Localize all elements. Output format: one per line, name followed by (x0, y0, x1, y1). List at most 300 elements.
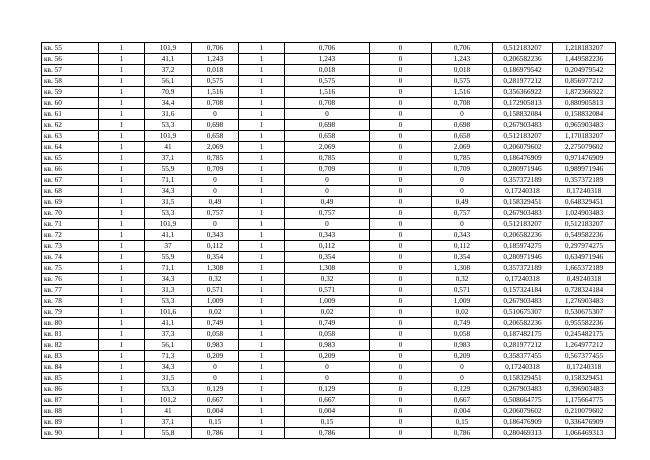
cell-consumption: 0,02 (192, 307, 239, 318)
table-row (42, 65, 616, 76)
cell-apartment-label: кв. 89 (42, 417, 99, 428)
table-row (42, 98, 616, 109)
cell-area: 31,3 (145, 285, 192, 296)
cell-total-volume: 0,17240318 (553, 186, 616, 197)
cell-consumption: 0,757 (192, 208, 239, 219)
cell-area: 101,9 (145, 43, 192, 54)
cell-individual-volume: 0,785 (285, 153, 370, 164)
cell-apartment-label: кв. 68 (42, 186, 99, 197)
cell-total-volume: 1,175664775 (553, 395, 616, 406)
cell-consumption: 0 (192, 186, 239, 197)
cell-consumption: 0,667 (192, 395, 239, 406)
cell-total-volume: 0,245482175 (553, 329, 616, 340)
cell-apartment-label: кв. 70 (42, 208, 99, 219)
table-row (42, 164, 616, 175)
cell-area: 41,1 (145, 54, 192, 65)
cell-col-count: 1 (99, 87, 145, 98)
cell-individual-volume: 1,009 (285, 296, 370, 307)
cell-col-count: 1 (99, 263, 145, 274)
cell-coefficient: 1 (239, 175, 285, 186)
cell-total-individual: 1,243 (432, 54, 493, 65)
table-row (42, 76, 616, 87)
cell-apartment-label: кв. 82 (42, 340, 99, 351)
cell-correction: 0 (370, 252, 432, 263)
cell-common-share: 0,280469313 (493, 428, 553, 439)
cell-individual-volume: 0,575 (285, 76, 370, 87)
cell-col-count: 1 (99, 175, 145, 186)
cell-correction: 0 (370, 175, 432, 186)
table-row (42, 252, 616, 263)
cell-col-count: 1 (99, 164, 145, 175)
cell-area: 70,9 (145, 87, 192, 98)
cell-area: 53,3 (145, 208, 192, 219)
cell-area: 101,6 (145, 307, 192, 318)
cell-total-volume: 0,336476909 (553, 417, 616, 428)
cell-coefficient: 1 (239, 263, 285, 274)
cell-consumption: 0 (192, 219, 239, 230)
cell-total-volume: 1,872366922 (553, 87, 616, 98)
cell-common-share: 0,206079602 (493, 142, 553, 153)
cell-individual-volume: 0 (285, 373, 370, 384)
cell-col-count: 1 (99, 197, 145, 208)
cell-col-count: 1 (99, 307, 145, 318)
table-row (42, 395, 616, 406)
cell-coefficient: 1 (239, 252, 285, 263)
cell-coefficient: 1 (239, 54, 285, 65)
cell-correction: 0 (370, 417, 432, 428)
table-row (42, 186, 616, 197)
cell-area: 34,4 (145, 98, 192, 109)
table-row (42, 208, 616, 219)
cell-apartment-label: кв. 87 (42, 395, 99, 406)
cell-common-share: 0,281977212 (493, 76, 553, 87)
cell-total-volume: 0,49240318 (553, 274, 616, 285)
cell-common-share: 0,157324184 (493, 285, 553, 296)
cell-apartment-label: кв. 67 (42, 175, 99, 186)
cell-individual-volume: 1,243 (285, 54, 370, 65)
cell-area: 56,1 (145, 340, 192, 351)
cell-individual-volume: 0,018 (285, 65, 370, 76)
cell-total-volume: 1,264977212 (553, 340, 616, 351)
cell-consumption: 0,058 (192, 329, 239, 340)
cell-area: 34,3 (145, 186, 192, 197)
cell-individual-volume: 0,354 (285, 252, 370, 263)
cell-apartment-label: кв. 85 (42, 373, 99, 384)
cell-area: 55,8 (145, 428, 192, 439)
cell-total-individual: 0,209 (432, 351, 493, 362)
cell-coefficient: 1 (239, 208, 285, 219)
cell-total-individual: 0,343 (432, 230, 493, 241)
cell-correction: 0 (370, 428, 432, 439)
cell-individual-volume: 0,658 (285, 131, 370, 142)
cell-col-count: 1 (99, 120, 145, 131)
cell-total-individual: 1,009 (432, 296, 493, 307)
table-row (42, 274, 616, 285)
cell-coefficient: 1 (239, 384, 285, 395)
cell-apartment-label: кв. 80 (42, 318, 99, 329)
cell-correction: 0 (370, 296, 432, 307)
table-row (42, 285, 616, 296)
cell-consumption: 1,308 (192, 263, 239, 274)
cell-individual-volume: 1,308 (285, 263, 370, 274)
cell-individual-volume: 0,709 (285, 164, 370, 175)
cell-common-share: 0,357372189 (493, 175, 553, 186)
cell-coefficient: 1 (239, 428, 285, 439)
cell-total-volume: 1,024903483 (553, 208, 616, 219)
cell-apartment-label: кв. 56 (42, 54, 99, 65)
cell-area: 41,1 (145, 318, 192, 329)
cell-individual-volume: 2,069 (285, 142, 370, 153)
table-row (42, 384, 616, 395)
cell-area: 53,3 (145, 296, 192, 307)
cell-total-individual: 0,667 (432, 395, 493, 406)
cell-col-count: 1 (99, 109, 145, 120)
cell-correction: 0 (370, 340, 432, 351)
cell-common-share: 0,280971946 (493, 164, 553, 175)
cell-area: 101,9 (145, 219, 192, 230)
cell-total-volume: 0,955582236 (553, 318, 616, 329)
cell-total-individual: 0 (432, 109, 493, 120)
cell-common-share: 0,158832084 (493, 109, 553, 120)
table-row (42, 351, 616, 362)
cell-consumption: 0,786 (192, 428, 239, 439)
table-row (42, 428, 616, 439)
cell-total-volume: 0,204979542 (553, 65, 616, 76)
cell-coefficient: 1 (239, 318, 285, 329)
cell-area: 55,9 (145, 252, 192, 263)
cell-apartment-label: кв. 78 (42, 296, 99, 307)
cell-total-individual: 0,983 (432, 340, 493, 351)
cell-apartment-label: кв. 59 (42, 87, 99, 98)
cell-area: 34,3 (145, 362, 192, 373)
cell-common-share: 0,206582236 (493, 318, 553, 329)
apartment-table (41, 42, 616, 439)
cell-common-share: 0,267903483 (493, 296, 553, 307)
cell-apartment-label: кв. 79 (42, 307, 99, 318)
cell-common-share: 0,512183207 (493, 219, 553, 230)
cell-total-individual: 1,308 (432, 263, 493, 274)
cell-individual-volume: 0,058 (285, 329, 370, 340)
cell-common-share: 0,356366922 (493, 87, 553, 98)
cell-correction: 0 (370, 395, 432, 406)
cell-apartment-label: кв. 90 (42, 428, 99, 439)
cell-coefficient: 1 (239, 274, 285, 285)
cell-total-volume: 0,728324184 (553, 285, 616, 296)
cell-total-individual: 0 (432, 186, 493, 197)
cell-total-volume: 0,158832084 (553, 109, 616, 120)
table-row (42, 142, 616, 153)
cell-common-share: 0,186476909 (493, 153, 553, 164)
cell-correction: 0 (370, 153, 432, 164)
cell-total-volume: 1,449582236 (553, 54, 616, 65)
cell-individual-volume: 0,667 (285, 395, 370, 406)
cell-individual-volume: 0,02 (285, 307, 370, 318)
cell-area: 37,3 (145, 329, 192, 340)
cell-total-volume: 1,218183207 (553, 43, 616, 54)
cell-consumption: 0,354 (192, 252, 239, 263)
cell-coefficient: 1 (239, 296, 285, 307)
cell-total-individual: 0,706 (432, 43, 493, 54)
cell-individual-volume: 0 (285, 186, 370, 197)
cell-consumption: 1,243 (192, 54, 239, 65)
table-row (42, 241, 616, 252)
cell-total-volume: 0,210079602 (553, 406, 616, 417)
cell-common-share: 0,358377455 (493, 351, 553, 362)
cell-total-volume: 0,530675307 (553, 307, 616, 318)
cell-coefficient: 1 (239, 76, 285, 87)
document-page (41, 42, 615, 439)
cell-apartment-label: кв. 69 (42, 197, 99, 208)
cell-apartment-label: кв. 77 (42, 285, 99, 296)
cell-coefficient: 1 (239, 241, 285, 252)
cell-area: 56,1 (145, 76, 192, 87)
cell-coefficient: 1 (239, 87, 285, 98)
cell-apartment-label: кв. 72 (42, 230, 99, 241)
cell-common-share: 0,172905813 (493, 98, 553, 109)
cell-common-share: 0,267903483 (493, 208, 553, 219)
cell-common-share: 0,281977212 (493, 340, 553, 351)
cell-area: 41 (145, 142, 192, 153)
cell-col-count: 1 (99, 208, 145, 219)
cell-total-volume: 0,648329451 (553, 197, 616, 208)
cell-apartment-label: кв. 83 (42, 351, 99, 362)
cell-consumption: 0,32 (192, 274, 239, 285)
table-row (42, 230, 616, 241)
cell-apartment-label: кв. 88 (42, 406, 99, 417)
cell-coefficient: 1 (239, 43, 285, 54)
cell-area: 71,1 (145, 175, 192, 186)
cell-total-volume: 2,275079602 (553, 142, 616, 153)
cell-apartment-label: кв. 64 (42, 142, 99, 153)
cell-correction: 0 (370, 208, 432, 219)
table-row (42, 87, 616, 98)
cell-common-share: 0,512183207 (493, 43, 553, 54)
cell-col-count: 1 (99, 131, 145, 142)
cell-correction: 0 (370, 54, 432, 65)
cell-apartment-label: кв. 73 (42, 241, 99, 252)
cell-total-volume: 0,549582236 (553, 230, 616, 241)
cell-consumption: 0,749 (192, 318, 239, 329)
table-row (42, 120, 616, 131)
cell-total-individual: 0,354 (432, 252, 493, 263)
cell-coefficient: 1 (239, 340, 285, 351)
cell-total-volume: 1,665372189 (553, 263, 616, 274)
cell-total-individual: 0 (432, 219, 493, 230)
cell-area: 31,5 (145, 197, 192, 208)
cell-apartment-label: кв. 65 (42, 153, 99, 164)
cell-consumption: 0,571 (192, 285, 239, 296)
cell-common-share: 0,206582236 (493, 54, 553, 65)
cell-correction: 0 (370, 318, 432, 329)
cell-consumption: 0,129 (192, 384, 239, 395)
cell-individual-volume: 0,112 (285, 241, 370, 252)
cell-individual-volume: 0,209 (285, 351, 370, 362)
cell-total-volume: 0,989971946 (553, 164, 616, 175)
cell-common-share: 0,158329451 (493, 197, 553, 208)
cell-individual-volume: 0,32 (285, 274, 370, 285)
table-row (42, 406, 616, 417)
cell-col-count: 1 (99, 340, 145, 351)
cell-col-count: 1 (99, 384, 145, 395)
cell-individual-volume: 0,698 (285, 120, 370, 131)
cell-apartment-label: кв. 55 (42, 43, 99, 54)
cell-total-individual: 0,32 (432, 274, 493, 285)
cell-correction: 0 (370, 241, 432, 252)
table-row (42, 307, 616, 318)
cell-total-volume: 0,396903483 (553, 384, 616, 395)
cell-apartment-label: кв. 66 (42, 164, 99, 175)
cell-consumption: 0,698 (192, 120, 239, 131)
cell-total-volume: 0,357372189 (553, 175, 616, 186)
cell-correction: 0 (370, 197, 432, 208)
cell-total-volume: 0,634971946 (553, 252, 616, 263)
cell-area: 71,3 (145, 351, 192, 362)
table-row (42, 318, 616, 329)
cell-correction: 0 (370, 87, 432, 98)
cell-consumption: 0,785 (192, 153, 239, 164)
cell-area: 53,3 (145, 384, 192, 395)
cell-area: 71,1 (145, 263, 192, 274)
cell-common-share: 0,206079602 (493, 406, 553, 417)
table-row (42, 263, 616, 274)
cell-coefficient: 1 (239, 142, 285, 153)
cell-consumption: 0,708 (192, 98, 239, 109)
cell-consumption: 0,15 (192, 417, 239, 428)
cell-col-count: 1 (99, 318, 145, 329)
cell-total-individual: 0,709 (432, 164, 493, 175)
cell-col-count: 1 (99, 362, 145, 373)
cell-total-volume: 0,17240318 (553, 362, 616, 373)
cell-apartment-label: кв. 60 (42, 98, 99, 109)
cell-common-share: 0,510675307 (493, 307, 553, 318)
cell-coefficient: 1 (239, 186, 285, 197)
cell-common-share: 0,267903483 (493, 120, 553, 131)
cell-apartment-label: кв. 84 (42, 362, 99, 373)
cell-col-count: 1 (99, 373, 145, 384)
cell-common-share: 0,158329451 (493, 373, 553, 384)
cell-individual-volume: 0,571 (285, 285, 370, 296)
cell-total-individual: 0,786 (432, 428, 493, 439)
cell-apartment-label: кв. 63 (42, 131, 99, 142)
cell-correction: 0 (370, 373, 432, 384)
cell-col-count: 1 (99, 186, 145, 197)
cell-area: 53,3 (145, 120, 192, 131)
cell-correction: 0 (370, 263, 432, 274)
cell-common-share: 0,17240318 (493, 362, 553, 373)
cell-consumption: 1,009 (192, 296, 239, 307)
cell-area: 37,2 (145, 65, 192, 76)
cell-consumption: 0,018 (192, 65, 239, 76)
cell-col-count: 1 (99, 43, 145, 54)
cell-col-count: 1 (99, 76, 145, 87)
cell-total-individual: 0,658 (432, 131, 493, 142)
cell-apartment-label: кв. 86 (42, 384, 99, 395)
cell-common-share: 0,206582236 (493, 230, 553, 241)
cell-individual-volume: 0,706 (285, 43, 370, 54)
cell-individual-volume: 0,343 (285, 230, 370, 241)
cell-individual-volume: 0 (285, 109, 370, 120)
cell-individual-volume: 0 (285, 175, 370, 186)
cell-individual-volume: 0,983 (285, 340, 370, 351)
cell-total-individual: 0,004 (432, 406, 493, 417)
cell-consumption: 0,343 (192, 230, 239, 241)
cell-consumption: 0,209 (192, 351, 239, 362)
cell-coefficient: 1 (239, 219, 285, 230)
cell-apartment-label: кв. 62 (42, 120, 99, 131)
cell-consumption: 0 (192, 175, 239, 186)
cell-total-individual: 0,708 (432, 98, 493, 109)
cell-consumption: 0,49 (192, 197, 239, 208)
cell-individual-volume: 1,516 (285, 87, 370, 98)
cell-apartment-label: кв. 57 (42, 65, 99, 76)
cell-individual-volume: 0,786 (285, 428, 370, 439)
cell-total-individual: 0,112 (432, 241, 493, 252)
table-row (42, 373, 616, 384)
cell-common-share: 0,280971946 (493, 252, 553, 263)
cell-correction: 0 (370, 406, 432, 417)
cell-individual-volume: 0,004 (285, 406, 370, 417)
cell-total-volume: 0,856977212 (553, 76, 616, 87)
table-row (42, 131, 616, 142)
cell-col-count: 1 (99, 428, 145, 439)
cell-correction: 0 (370, 43, 432, 54)
cell-total-individual: 0,129 (432, 384, 493, 395)
cell-consumption: 0,112 (192, 241, 239, 252)
cell-correction: 0 (370, 186, 432, 197)
cell-consumption: 1,516 (192, 87, 239, 98)
cell-total-individual: 2,069 (432, 142, 493, 153)
cell-coefficient: 1 (239, 417, 285, 428)
cell-col-count: 1 (99, 65, 145, 76)
cell-coefficient: 1 (239, 197, 285, 208)
cell-consumption: 0 (192, 109, 239, 120)
cell-correction: 0 (370, 109, 432, 120)
table-row (42, 219, 616, 230)
cell-correction: 0 (370, 76, 432, 87)
cell-col-count: 1 (99, 153, 145, 164)
cell-total-individual: 0,02 (432, 307, 493, 318)
cell-col-count: 1 (99, 230, 145, 241)
cell-consumption: 0,709 (192, 164, 239, 175)
cell-total-volume: 1,066469313 (553, 428, 616, 439)
cell-apartment-label: кв. 75 (42, 263, 99, 274)
cell-total-volume: 0,971476909 (553, 153, 616, 164)
cell-consumption: 0,706 (192, 43, 239, 54)
cell-col-count: 1 (99, 351, 145, 362)
cell-total-volume: 0,158329451 (553, 373, 616, 384)
cell-coefficient: 1 (239, 329, 285, 340)
cell-consumption: 2,069 (192, 142, 239, 153)
cell-consumption: 0 (192, 373, 239, 384)
cell-correction: 0 (370, 307, 432, 318)
cell-total-individual: 1,516 (432, 87, 493, 98)
cell-consumption: 0,983 (192, 340, 239, 351)
cell-total-individual: 0 (432, 175, 493, 186)
cell-total-volume: 1,170183207 (553, 131, 616, 142)
cell-area: 101,9 (145, 131, 192, 142)
cell-col-count: 1 (99, 98, 145, 109)
cell-coefficient: 1 (239, 351, 285, 362)
cell-area: 37,1 (145, 153, 192, 164)
cell-coefficient: 1 (239, 285, 285, 296)
cell-apartment-label: кв. 76 (42, 274, 99, 285)
cell-apartment-label: кв. 71 (42, 219, 99, 230)
cell-apartment-label: кв. 61 (42, 109, 99, 120)
cell-col-count: 1 (99, 395, 145, 406)
cell-correction: 0 (370, 230, 432, 241)
cell-individual-volume: 0,49 (285, 197, 370, 208)
cell-area: 37 (145, 241, 192, 252)
